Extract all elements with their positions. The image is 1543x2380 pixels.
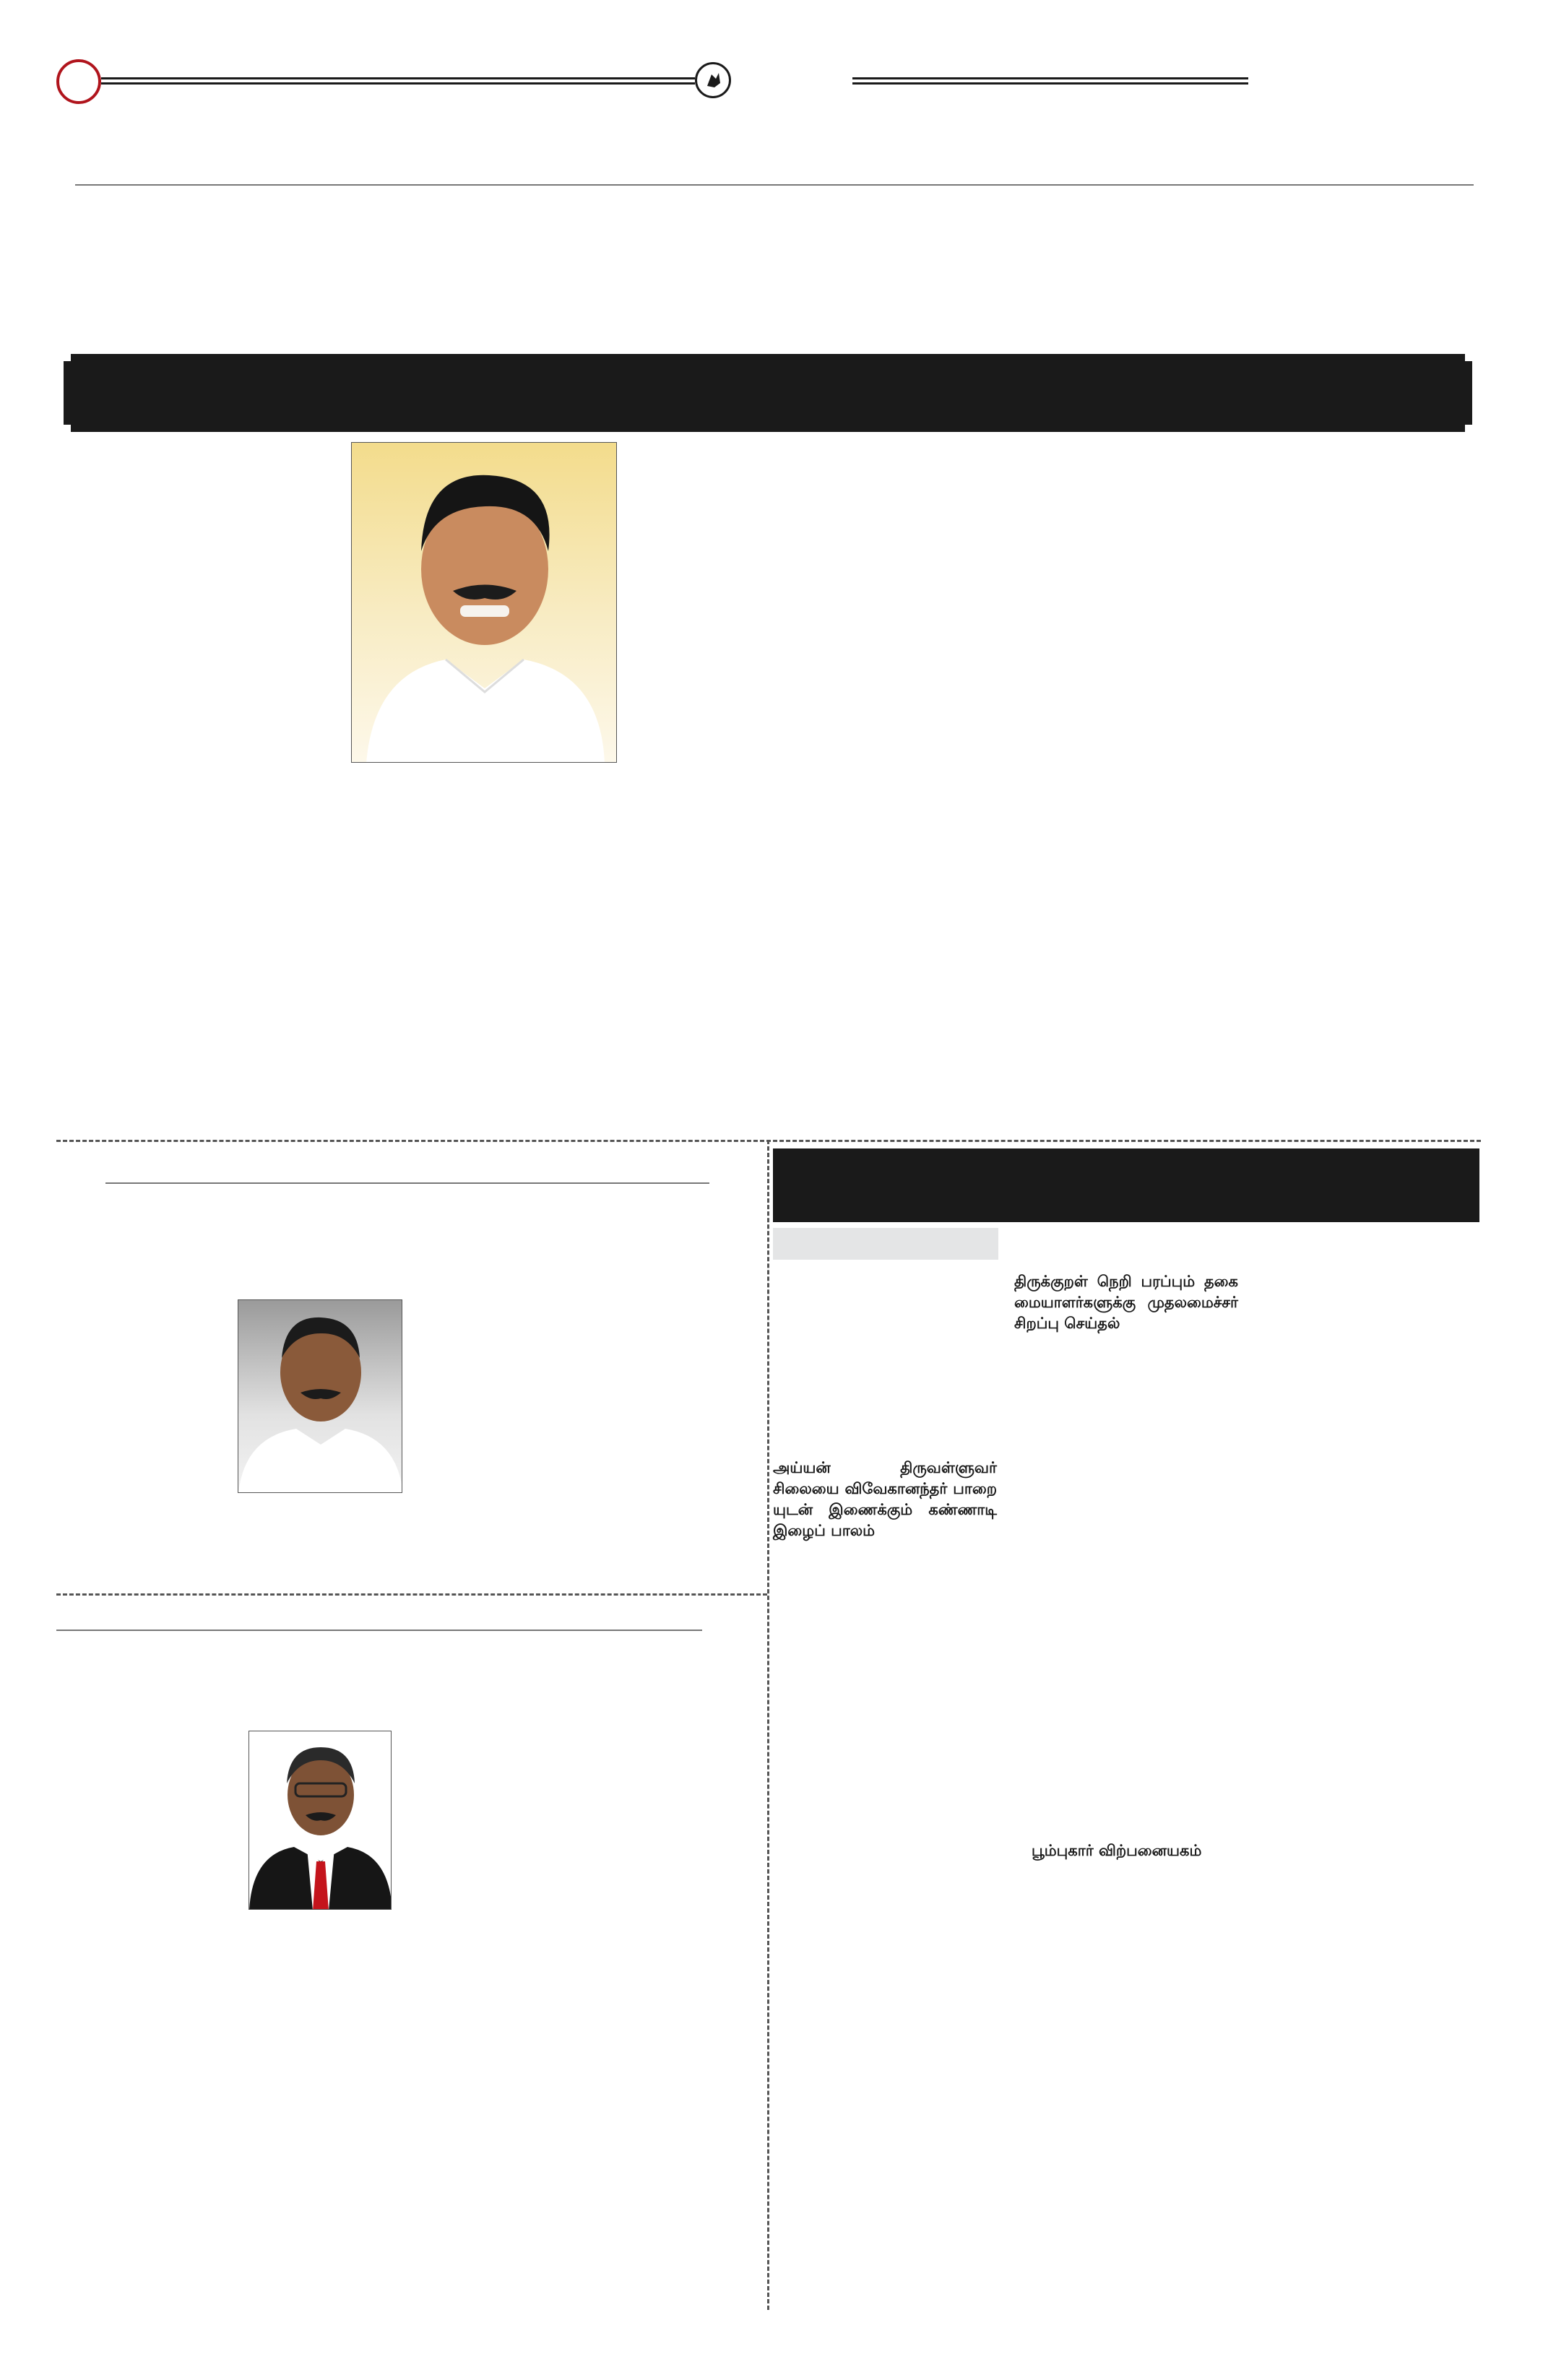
caption-poompuhar: பூம்புகார் விற்பனையகம் (1032, 1842, 1202, 1859)
story-rule-2 (56, 1630, 702, 1631)
chief-minister-portrait (351, 442, 617, 763)
section-divider-left (56, 1593, 767, 1596)
header-rule-right (852, 77, 1248, 85)
circle-badge-icon (56, 59, 101, 104)
right-column-header (773, 1148, 1479, 1222)
column-divider (767, 1140, 769, 2310)
official-portrait-2 (248, 1731, 392, 1910)
official-portrait-1 (238, 1299, 402, 1493)
caption-statue-bridge: அய்யன் திருவள்ளுவர் சிலையை விவேகானந்தர் பாறை யுடன் இணைக்கும் கண்ணாடி இழைப் பாலம் (773, 1459, 997, 1539)
headline-banner (64, 354, 1472, 432)
story-rule-1 (105, 1182, 709, 1184)
caption-thirukkural: திருக்குறள் நெறி பரப்பும் தகை மையாளர்களுக்கு முதலமைச்சர் சிறப்பு செய்தல் (1014, 1273, 1238, 1332)
emblem-icon (695, 62, 731, 98)
header-rule-left (101, 77, 695, 85)
page-divider (75, 184, 1474, 186)
section-tag (773, 1228, 998, 1260)
